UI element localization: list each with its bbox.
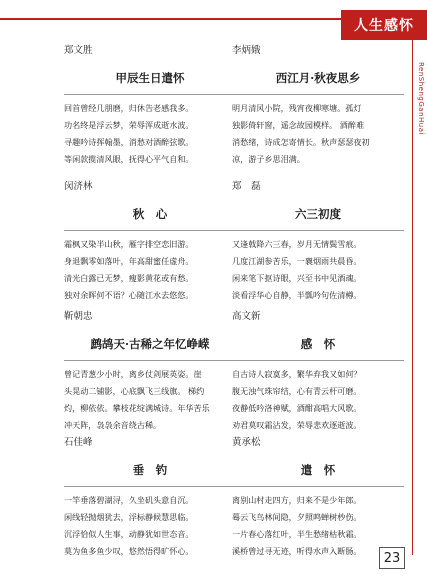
poem-line: 闲来笔下抠诗眼，兴至书中见酒魂。 bbox=[232, 273, 362, 283]
poem-line: 清光白露已无梦，瘦影黄花或有愁。 bbox=[64, 273, 194, 283]
section-title: 人生感怀 bbox=[341, 10, 427, 40]
title-divider bbox=[64, 230, 236, 231]
poem-line: 寻趣吟诗挥翰墨，消愁对酒醉弦歌。 bbox=[64, 137, 194, 147]
poem-author: 郑文胜 bbox=[64, 45, 93, 56]
poem-text bbox=[232, 100, 404, 168]
poem-author: 郑 磊 bbox=[232, 181, 261, 192]
poem-line: 曾记青葱少小时，离乡仗剑展英姿。崖 bbox=[64, 369, 202, 379]
poem-author: 高文新 bbox=[232, 311, 261, 322]
poem-line: 凉，游子乡思泪满。 bbox=[232, 154, 305, 164]
poem-author: 石佳峰 bbox=[64, 437, 93, 448]
poem-line: 一竿垂落碧湖浔，久坐矶头意自沉。 bbox=[64, 495, 194, 505]
poem-line: 夜静低吟洛神赋，酒酣高唱大风歌。 bbox=[232, 403, 362, 413]
poem-line: 独对余晖何不语？心随江水去悠悠。 bbox=[64, 290, 194, 300]
poem-line: 又逢戟降六三春，岁月无情鬓雪痕。 bbox=[232, 239, 362, 249]
poem-line: 功名终是浮云梦，荣辱浑成逝水波。 bbox=[64, 120, 194, 130]
poem-block bbox=[232, 434, 404, 560]
poem-block bbox=[232, 178, 404, 304]
poem-line: 独影倚轩窗，遥念故园模样。 酒醉难 bbox=[232, 120, 365, 130]
poem-text bbox=[64, 100, 236, 168]
poem-author: 李炳娥 bbox=[232, 45, 261, 56]
poem-line: 劝君莫叹霜沾发，荣辱悲欢逐逝波。 bbox=[232, 420, 362, 430]
poem-text bbox=[232, 236, 404, 304]
poem-line: 灼，柳依依。攀枝花绽满城诗。年华苦乐 bbox=[64, 403, 210, 413]
poem-line: 几度江湖参苦乐，一襄烟雨共晨昏。 bbox=[232, 256, 362, 266]
poem-line: 腹无浊气珠帘结，心有青云杆可磨。 bbox=[232, 386, 362, 396]
poem-title: 六三初度 bbox=[295, 207, 341, 221]
poem-title: 感 怀 bbox=[300, 337, 336, 351]
poem-block bbox=[64, 178, 236, 304]
poem-author: 黄承松 bbox=[232, 437, 261, 448]
poem-line: 一片春心落红叶，半生愁绪枯秋霜。 bbox=[232, 529, 362, 539]
poem-title: 西江月·秋夜思乡 bbox=[275, 71, 361, 85]
poem-block bbox=[232, 308, 404, 434]
title-divider bbox=[64, 486, 236, 487]
side-section-label: RenShengGanHuai bbox=[417, 62, 425, 135]
poem-title: 垂 钓 bbox=[132, 463, 168, 477]
title-divider bbox=[232, 230, 404, 231]
poem-text bbox=[64, 236, 236, 304]
title-divider bbox=[64, 94, 236, 95]
poem-line: 等闲款揽清风眼，抚得心平气自和。 bbox=[64, 154, 194, 164]
poem-line: 蓦云飞鸟林间隐，夕照鸣蝉树杪伤。 bbox=[232, 512, 362, 522]
poem-line: 溪桥曾过寻无迹，听得水声入断肠。 bbox=[232, 546, 362, 556]
poem-line: 头晃动二铺影，心底飘飞三线旗。 梯约 bbox=[64, 386, 205, 396]
poem-text bbox=[64, 492, 236, 560]
poem-line: 消愁绪，诗成怎寄情长。秋声瑟瑟夜初 bbox=[232, 137, 370, 147]
poem-line: 身退飘零如落叶，年高甜蜜任虚舟。 bbox=[64, 256, 194, 266]
poem-line: 明月清风小院，残宵夜柳寒塘。孤灯 bbox=[232, 103, 362, 113]
title-divider bbox=[232, 486, 404, 487]
title-divider bbox=[232, 94, 404, 95]
poem-line: 霜枫又染半山秋，雁字排空恋旧游。 bbox=[64, 239, 194, 249]
poem-line: 回首曾经几朋磨，归休告老感我多。 bbox=[64, 103, 194, 113]
poem-line: 冲天阵，袅袅余音绕古稀。 bbox=[64, 420, 162, 430]
poem-author: 闵济林 bbox=[64, 181, 93, 192]
title-divider bbox=[64, 360, 236, 361]
poem-block bbox=[64, 434, 236, 560]
poem-line: 自古诗人寂寞多，繁华弃我又如何？ bbox=[232, 369, 362, 379]
poem-text bbox=[64, 366, 236, 434]
title-divider bbox=[232, 360, 404, 361]
poem-title: 鹧鸪天·古稀之年忆峥嵘 bbox=[90, 337, 210, 351]
poem-text bbox=[232, 366, 404, 434]
poem-block bbox=[232, 42, 404, 168]
poem-author: 靳朝忠 bbox=[64, 311, 93, 322]
poem-line: 淡看浮华心自静，半瓢吟句佐清樽。 bbox=[232, 290, 362, 300]
poem-line: 莫为鱼多鱼少叹，悠然悟得旷怀心。 bbox=[64, 546, 194, 556]
poem-title: 甲辰生日遣怀 bbox=[115, 71, 185, 85]
poem-title: 秋 心 bbox=[132, 207, 168, 221]
poem-block bbox=[64, 308, 236, 434]
poem-line: 沉浮恰似人生事，动静犹如世态音。 bbox=[64, 529, 194, 539]
poem-line: 离别山村走四方，归来不是少年郎。 bbox=[232, 495, 362, 505]
poem-title: 遣 怀 bbox=[300, 463, 336, 477]
poem-block bbox=[64, 42, 236, 168]
poem-line: 闲线轻抛烟犹去，浮标静候慧思临。 bbox=[64, 512, 194, 522]
page-number: 23 bbox=[379, 547, 405, 569]
